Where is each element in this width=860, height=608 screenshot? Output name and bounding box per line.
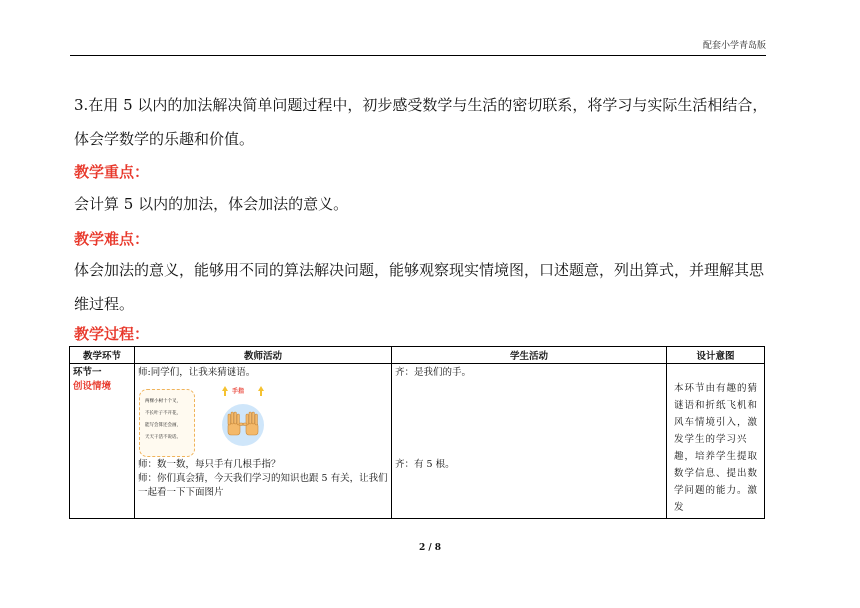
objective-3-text: 3.在用 5 以内的加法解决简单问题过程中，初步感受数学与生活的密切联系，将学习与实际生活相结合，体会学数学的乐趣和价值。 bbox=[74, 96, 768, 148]
riddle-card bbox=[139, 389, 195, 457]
difficulties-text: 体会加法的意义，能够用不同的算法解决问题，能够观察现实情境图，口述题意，列出算式，并理解其思维过程。 bbox=[74, 261, 765, 313]
answer-tag: 手指 bbox=[232, 388, 245, 395]
column-header: 教师活动 bbox=[135, 347, 392, 364]
column-header: 学生活动 bbox=[392, 347, 667, 364]
student-line: 齐：是我们的手。 bbox=[395, 367, 472, 378]
stage-cell bbox=[70, 364, 135, 519]
riddle-line: 能写会算还会画， bbox=[145, 423, 181, 428]
riddle-illustration bbox=[138, 380, 388, 458]
teaching-process-table bbox=[69, 346, 765, 519]
process-heading: 教学过程： bbox=[74, 325, 150, 343]
student-line: 齐：有 5 根。 bbox=[395, 459, 455, 470]
key-points-text: 会计算 5 以内的加法，体会加法的意义。 bbox=[74, 195, 349, 213]
header-rule bbox=[70, 55, 766, 56]
table-row bbox=[70, 364, 765, 519]
riddle-line: 两棵小树十个叉， bbox=[145, 399, 181, 404]
page-number: 2 / 8 bbox=[418, 543, 442, 553]
teacher-activity-cell bbox=[135, 364, 392, 519]
teacher-line: 师:同学们，让我来猜谜语。 bbox=[138, 367, 256, 378]
design-intent-cell bbox=[667, 364, 765, 519]
key-points-heading: 教学重点： bbox=[74, 163, 150, 181]
column-header: 设计意图 bbox=[667, 347, 765, 364]
teacher-line: 师：数一数，每只手有几根手指？ bbox=[138, 459, 281, 470]
teacher-line: 师：你们真会猜，今天我们学习的知识也跟 5 有关，让我们一起看一下下面图片 bbox=[138, 473, 388, 498]
stage-subtitle: 创设情境 bbox=[73, 381, 112, 392]
riddle-line: 天天干活不说话。 bbox=[145, 435, 181, 440]
riddle-line: 不长叶子不开花， bbox=[145, 411, 181, 416]
table-header-row bbox=[70, 347, 765, 364]
hands-picture bbox=[218, 385, 268, 449]
student-activity-cell bbox=[392, 364, 667, 519]
stage-name: 环节一 bbox=[73, 367, 102, 378]
header-series-label: 配套小学青岛版 bbox=[702, 41, 766, 51]
design-intent-text: 本环节由有趣的猜谜语和折纸飞机和风车情境引入，激发学生的学习兴趣，培养学生提取数学信息、提出数学问题的能力。激发 bbox=[674, 383, 759, 513]
column-header: 教学环节 bbox=[70, 347, 135, 364]
difficulties-heading: 教学难点： bbox=[74, 230, 150, 248]
